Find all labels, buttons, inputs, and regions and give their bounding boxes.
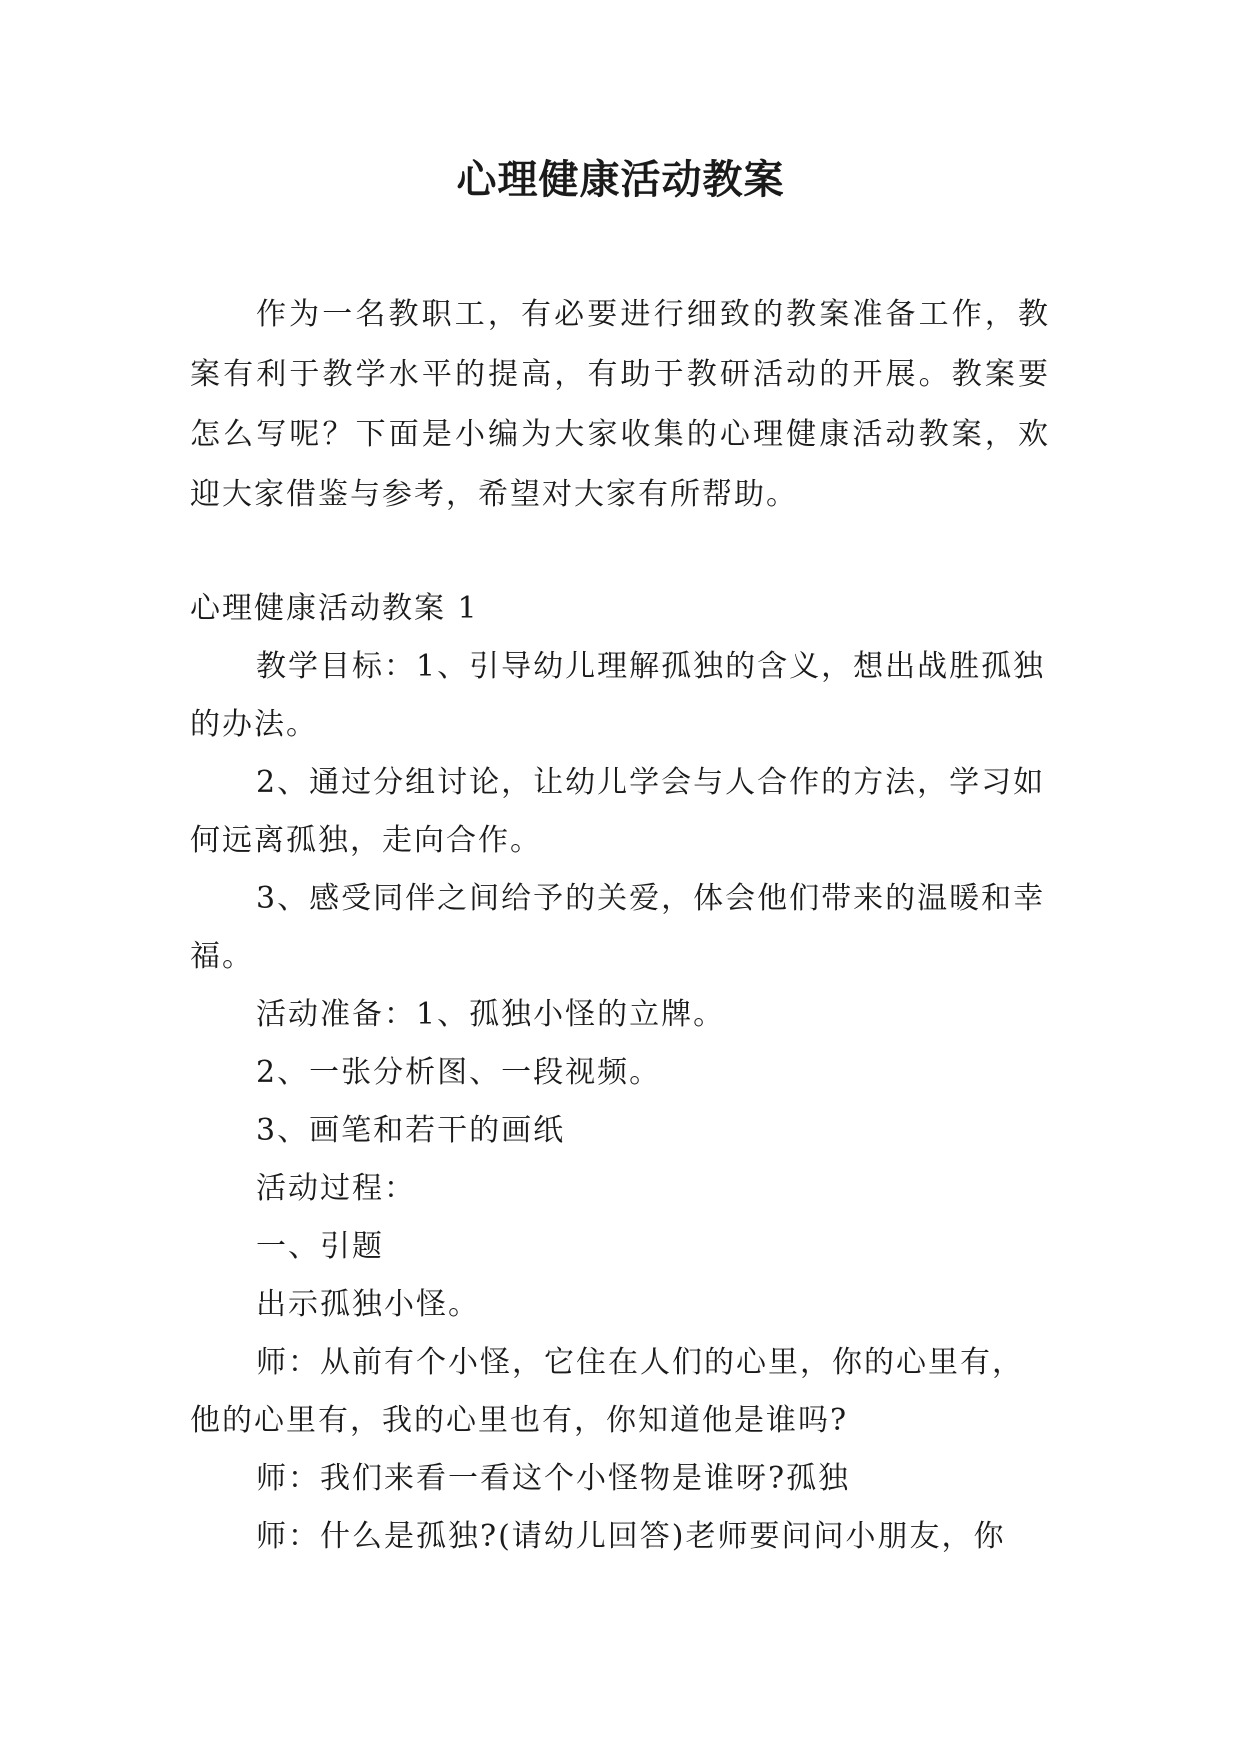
paragraph-step-1-heading: 一、引题	[256, 1229, 384, 1264]
paragraph-process-heading: 活动过程：	[256, 1171, 416, 1206]
document-body	[190, 580, 1050, 1566]
paragraph-objective-1: 教学目标：1、引导幼儿理解孤独的含义，想出战胜孤独的办法。	[190, 649, 1046, 742]
paragraph-preparation-1: 活动准备：1、孤独小怪的立牌。	[256, 997, 726, 1032]
paragraph-preparation-3: 3、画笔和若干的画纸	[256, 1113, 566, 1148]
paragraph-show-monster: 出示孤独小怪。	[256, 1287, 480, 1322]
section-heading: 心理健康活动教案 1	[190, 591, 479, 626]
document-title: 心理健康活动教案	[456, 157, 785, 203]
paragraph-objective-2: 2、通过分组讨论，让幼儿学会与人合作的方法，学习如何远离孤独，走向合作。	[190, 765, 1046, 858]
paragraph-preparation-2: 2、一张分析图、一段视频。	[256, 1055, 662, 1090]
paragraph-teacher-line-1: 师：从前有个小怪，它住在人们的心里，你的心里有，他的心里有，我的心里也有，你知道他是谁吗?	[190, 1345, 1024, 1438]
paragraph-teacher-line-2: 师：我们来看一看这个小怪物是谁呀?孤独	[256, 1461, 851, 1496]
intro-paragraph: 作为一名教职工，有必要进行细致的教案准备工作，教案有利于教学水平的提高，有助于教研活动的开展。教案要怎么写呢？下面是小编为大家收集的心理健康活动教案，欢迎大家借鉴与参考，希望对大家有所帮助。	[190, 297, 1050, 512]
paragraph-teacher-line-3: 师：什么是孤独?(请幼儿回答)老师要问问小朋友，你	[256, 1519, 1006, 1554]
paragraph-objective-3: 3、感受同伴之间给予的关爱，体会他们带来的温暖和幸福。	[190, 881, 1046, 974]
